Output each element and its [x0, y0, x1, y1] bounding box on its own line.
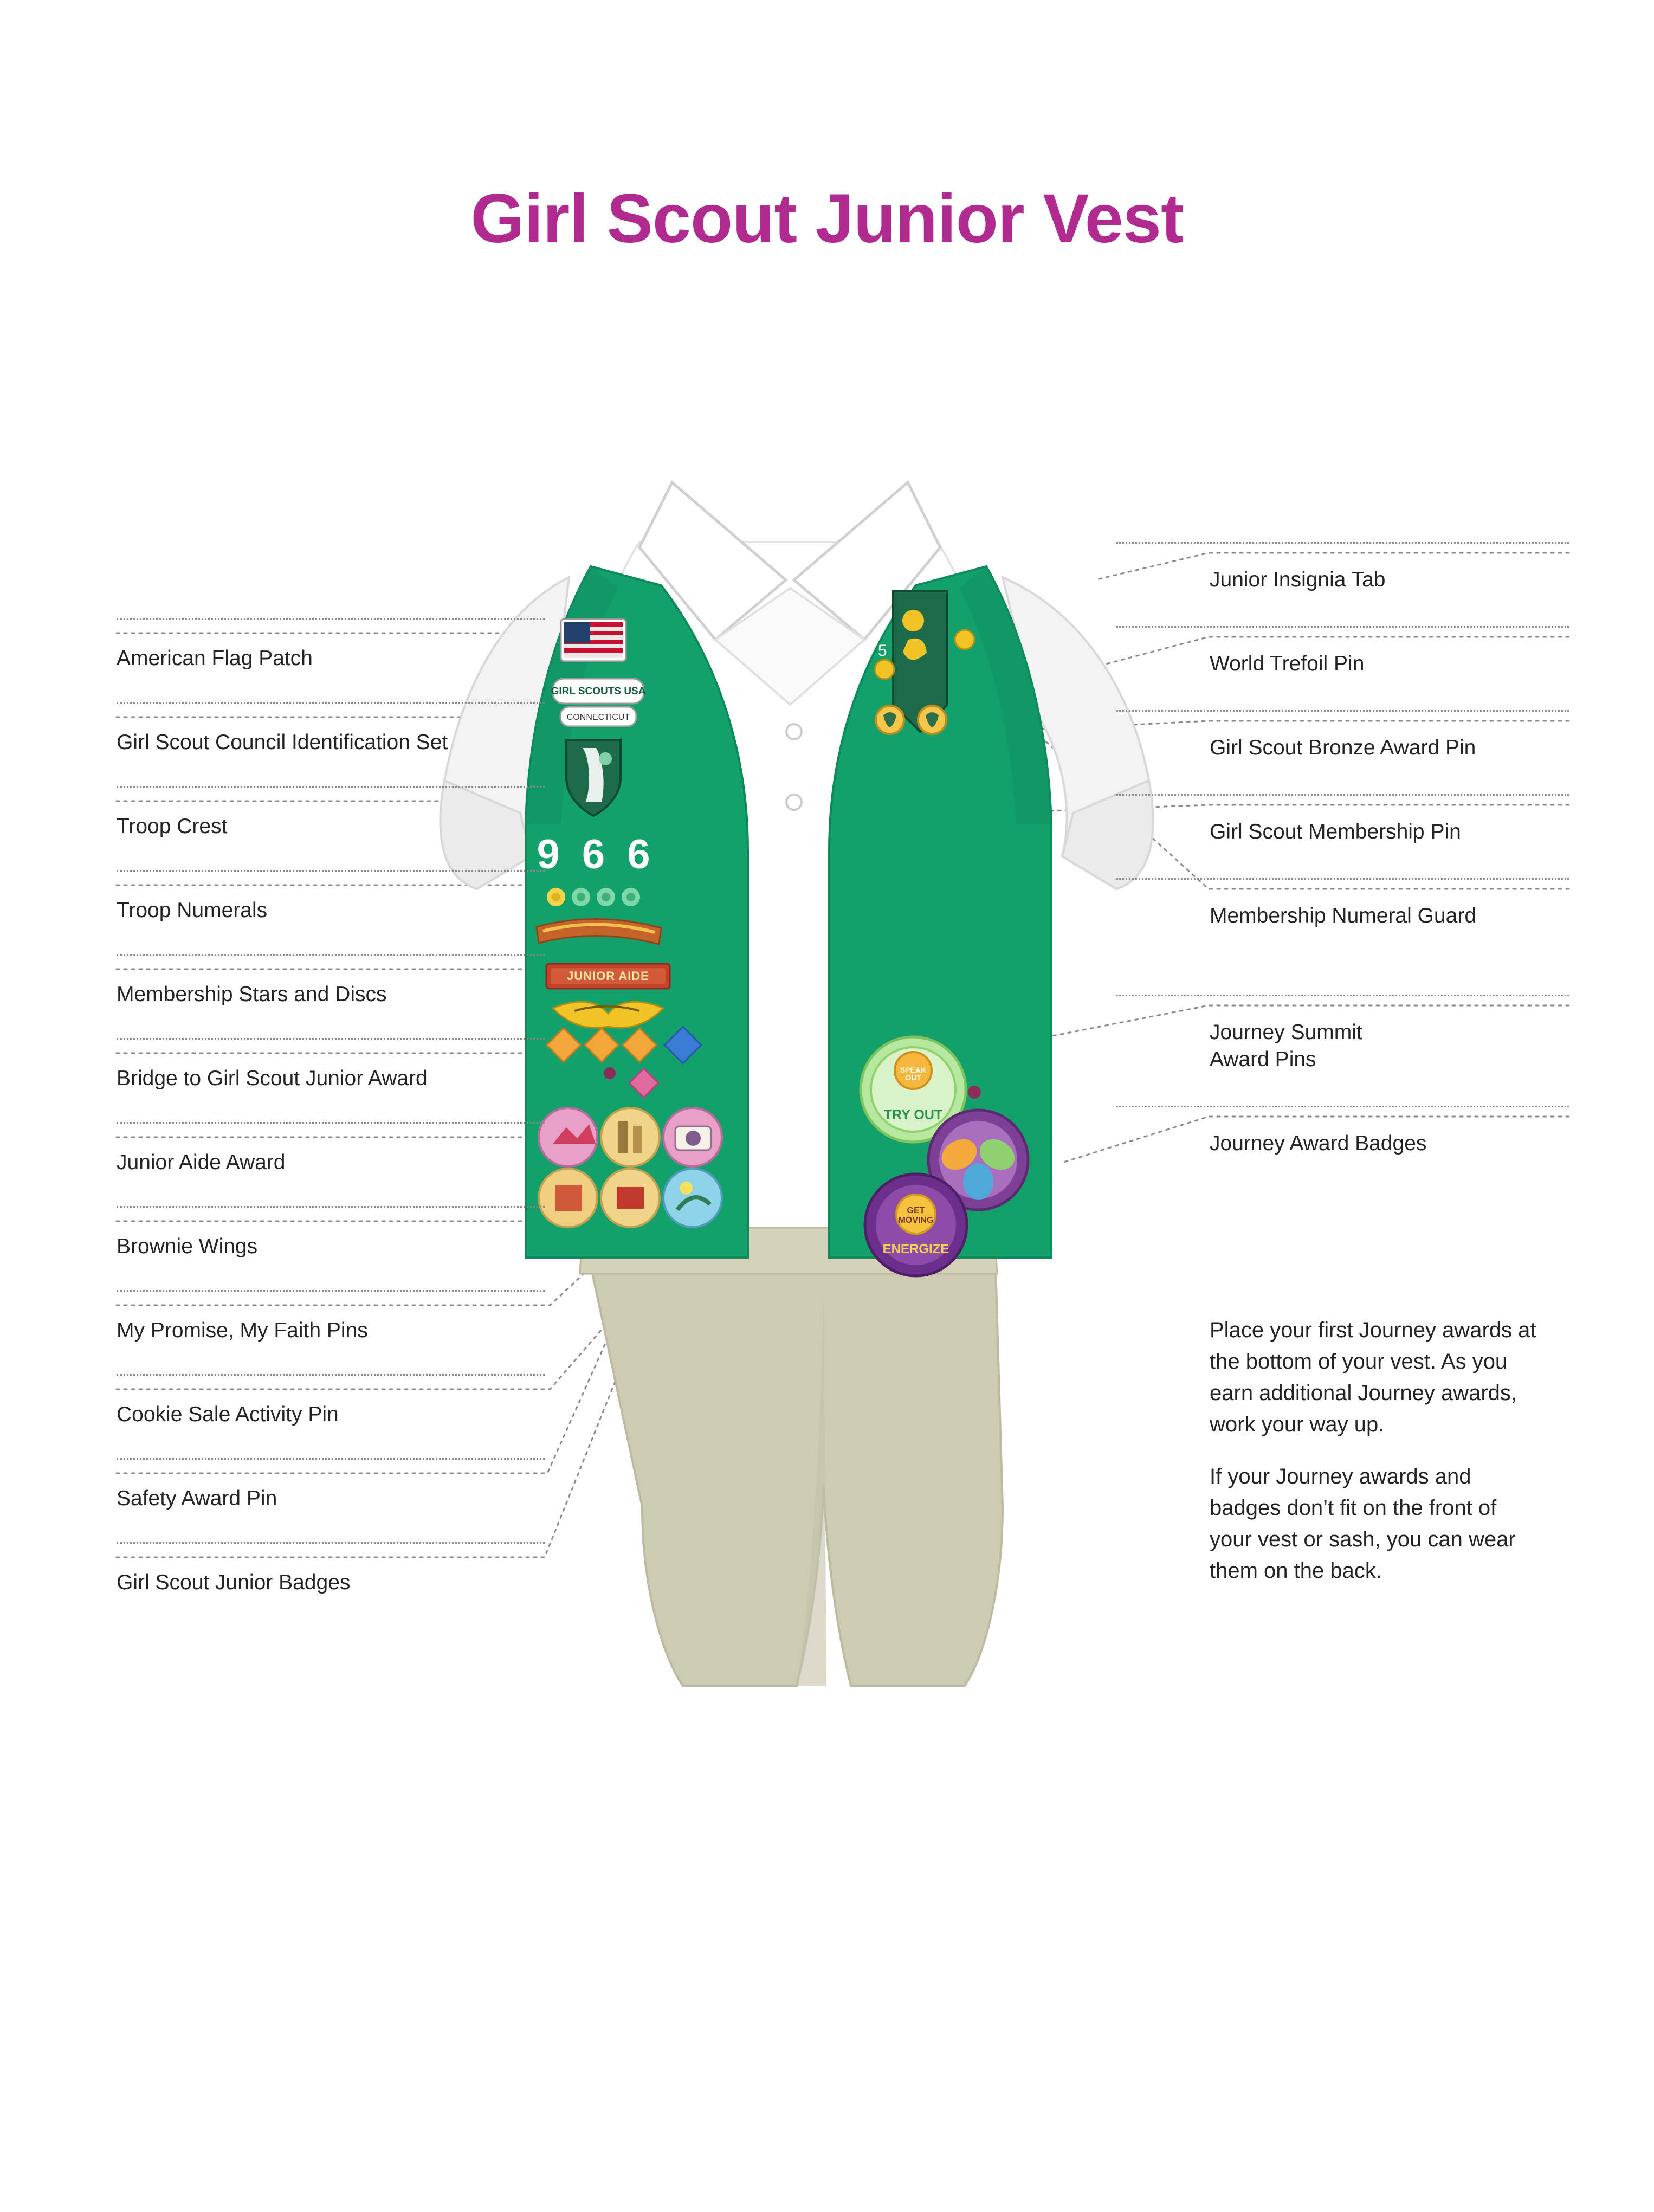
leader-rule: [1116, 878, 1569, 880]
label-membership-numeral-guard: Membership Numeral Guard: [1210, 904, 1477, 927]
svg-text:SPEAK: SPEAK: [900, 1066, 927, 1074]
leader-rule: [1116, 794, 1569, 796]
svg-text:GET: GET: [907, 1206, 925, 1215]
label-safety-award-pin: Safety Award Pin: [117, 1487, 277, 1510]
safety-award-pin-graphic: [604, 1067, 616, 1079]
label-bridge-to-girl-scout-junior-award: Bridge to Girl Scout Junior Award: [117, 1067, 428, 1090]
label-girl-scout-membership-pin: Girl Scout Membership Pin: [1210, 820, 1461, 843]
label-council-identification-set: Girl Scout Council Identification Set: [117, 731, 448, 754]
label-journey-award-badges: Journey Award Badges: [1210, 1132, 1427, 1155]
label-junior-insignia-tab: Junior Insignia Tab: [1210, 568, 1386, 591]
svg-text:OUT: OUT: [905, 1073, 921, 1082]
svg-text:ENERGIZE: ENERGIZE: [882, 1242, 949, 1256]
flag-patch-graphic: [561, 619, 626, 661]
leader-rule: [1116, 626, 1569, 628]
label-troop-numerals: Troop Numerals: [117, 899, 268, 922]
leader-rule: [117, 1038, 545, 1040]
svg-text:9 6 6: 9 6 6: [537, 831, 656, 878]
label-my-promise-my-faith-pins: My Promise, My Faith Pins: [117, 1319, 368, 1342]
label-journey-summit-award-pins-line2: Award Pins: [1210, 1048, 1316, 1071]
leader-rule: [117, 618, 545, 620]
journey-placement-note: [1210, 1314, 1540, 1607]
journey-badge-get-moving: [865, 1174, 967, 1276]
label-american-flag-patch: American Flag Patch: [117, 647, 313, 670]
council-patch-graphic: [551, 679, 646, 726]
note-paragraph-2: If your Journey awards and badges don’t fit on the front of your vest or sash, you can wear them on the back.: [1210, 1465, 1516, 1583]
leader-rule: [117, 786, 545, 788]
leader-rule: [117, 1206, 545, 1208]
leader-rule: [1116, 542, 1569, 544]
svg-text:JUNIOR AIDE: JUNIOR AIDE: [567, 969, 649, 983]
leader-rule: [117, 702, 545, 704]
leader-rule: [117, 954, 545, 956]
leader-rule: [1116, 995, 1569, 996]
label-cookie-sale-activity-pin: Cookie Sale Activity Pin: [117, 1403, 339, 1426]
label-world-trefoil-pin: World Trefoil Pin: [1210, 652, 1365, 675]
svg-text:5: 5: [878, 642, 887, 660]
leader-rule: [117, 1458, 545, 1460]
label-girl-scout-bronze-award-pin: Girl Scout Bronze Award Pin: [1210, 736, 1476, 759]
label-junior-aide-award: Junior Aide Award: [117, 1151, 286, 1174]
leader-rule: [1116, 710, 1569, 712]
label-girl-scout-junior-badges: Girl Scout Junior Badges: [117, 1571, 351, 1594]
label-brownie-wings: Brownie Wings: [117, 1235, 258, 1258]
leader-rule: [117, 870, 545, 872]
svg-text:TRY OUT: TRY OUT: [883, 1107, 943, 1123]
page-title: Girl Scout Junior Vest: [470, 180, 1184, 257]
svg-text:CONNECTICUT: CONNECTICUT: [566, 713, 630, 722]
note-paragraph-1: Place your first Journey awards at the bottom of your vest. As you earn additional Journey awards, work your way up.: [1210, 1318, 1536, 1436]
label-journey-summit-award-pins-line1: Journey Summit: [1210, 1021, 1362, 1044]
leader-rule: [1116, 1106, 1569, 1107]
leader-rule: [117, 1542, 545, 1544]
svg-text:GIRL SCOUTS USA: GIRL SCOUTS USA: [551, 686, 646, 697]
leader-rule: [117, 1290, 545, 1292]
leader-rule: [117, 1374, 545, 1376]
svg-text:MOVING: MOVING: [898, 1216, 934, 1225]
label-membership-stars-and-discs: Membership Stars and Discs: [117, 983, 387, 1006]
label-troop-crest: Troop Crest: [117, 815, 228, 838]
junior-aide-graphic: [546, 964, 670, 989]
leader-rule: [117, 1122, 545, 1124]
